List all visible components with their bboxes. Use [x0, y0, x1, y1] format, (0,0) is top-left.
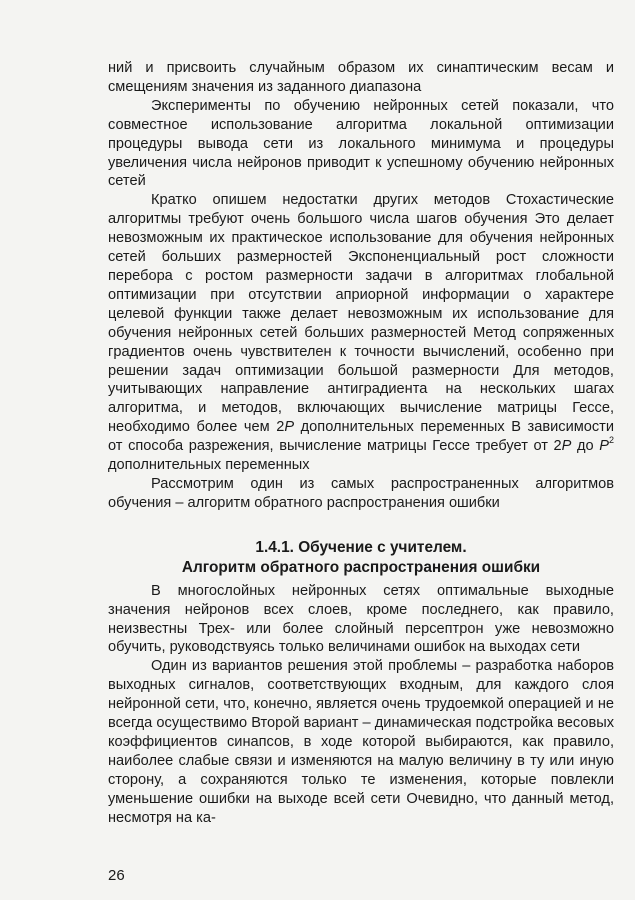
drawbacks-text-1: Кратко опишем недостатки других методов Стохастические алгоритмы требуют очень большого числа шагов обучения Это делает невозможным их практическое использование для обучения нейронных сетей больших размерностей Экспоненциальный рост сложности перебора с ростом размерности задачи в алгоритмах глобальной оптимизации при отсутствии априорной информации о характере целевой функции также делает невозможным их использование для обучения нейронных сетей больших размерностей Метод сопряженных градиентов очень чувствителен к точности вычислений, особенно при решении задач оптимизации большой размерности Для методов, учитывающих направление антиградиента на нескольких шагах алгоритма, и методов, включающих вычисление матрицы Гессе, необходимо более чем 2: [108, 192, 614, 436]
variable-p-3: P: [599, 438, 609, 455]
exponent-2: 2: [608, 435, 614, 446]
drawbacks-text-4: дополнительных переменных: [108, 457, 310, 474]
paragraph-carryover: ний и присвоить случайным образом их синаптическим весам и смещениям значения из заданного диапазона: [108, 60, 614, 95]
page-body: [108, 59, 614, 828]
drawbacks-text-3: до: [571, 438, 600, 455]
page-number: 26: [108, 867, 125, 884]
paragraph-drawbacks: [108, 191, 614, 475]
section-heading: [108, 538, 614, 578]
paragraph-consider: Рассмотрим один из самых распространенных алгоритмов обучения – алгоритм обратного распространения ошибки: [108, 475, 614, 511]
variable-p-1: P: [284, 419, 295, 436]
variable-p-2: P: [561, 438, 572, 455]
drawbacks-text-2: дополнительных переменных В зависимости от способа разрежения, вычисление матрицы Гессе требует от 2: [108, 419, 615, 455]
paragraph-solution: Один из вариантов решения этой проблемы – разработка наборов выходных сигналов, соответствующих входным, для каждого слоя нейронной сети, что, конечно, является очень трудоемкой операцией и не всегда осуществимо Второй вариант – динамическая подстройка весовых коэффициентов синапсов, в ходе которой выбираются, как правило, наиболее слабые связи и изменяются на малую величину в ту или иную сторону, а сохраняются только те изменения, которые повлекли уменьшение ошибки на выходе всей сети Очевидно, что данный метод, несмотря на ка-: [108, 658, 614, 826]
paragraph-experiments: Эксперименты по обучению нейронных сетей показали, что совместное использование алгоритма локальной оптимизации процедуры вывода сети из локального минимума и процедуры увеличения числа нейронов приводит к успешному обучению нейронных сетей: [108, 97, 614, 190]
heading-line-1: 1.4.1. Обучение с учителем.: [255, 538, 467, 556]
paragraph-multilayer: В многослойных нейронных сетях оптимальные выходные значения нейронов всех слоев, кроме последнего, как правило, неизвестны Трех- или более слойный персептрон уже невозможно обучить, руководствуясь только величинами ошибок на выходах сети: [108, 582, 614, 656]
heading-line-2: Алгоритм обратного распространения ошибки: [181, 558, 541, 576]
